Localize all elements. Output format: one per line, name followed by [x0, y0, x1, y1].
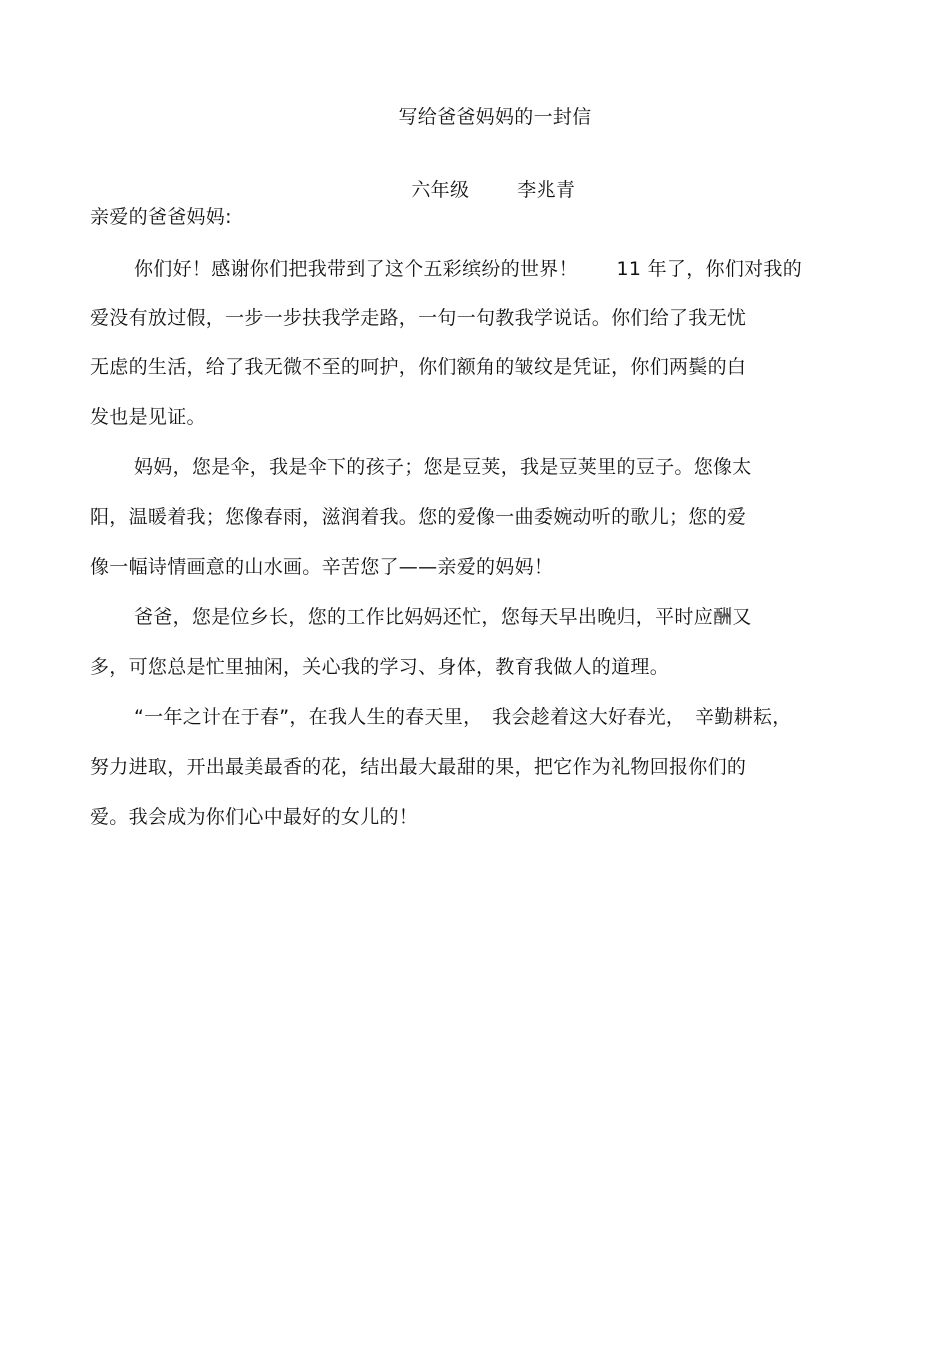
body-line: 努力进取，开出最美最香的花，结出最大最甜的果，把它作为礼物回报你们的 — [90, 756, 747, 778]
body-line: “一年之计在于春”，在我人生的春天里， 我会趁着这大好春光， 辛勤耕耘， — [134, 706, 792, 728]
body-line: 无虑的生活，给了我无微不至的呵护，你们额角的皱纹是凭证，你们两鬓的白 — [90, 356, 747, 378]
body-line: 你们好！感谢你们把我带到了这个五彩缤纷的世界！ 11 年了，你们对我的 — [134, 258, 803, 280]
letter-title: 写给爸爸妈妈的一封信 — [398, 106, 592, 128]
byline — [386, 154, 575, 226]
body-line: 发也是见证。 — [90, 406, 206, 428]
body-line: 多，可您总是忙里抽闲，关心我的学习、身体，教育我做人的道理。 — [90, 656, 670, 678]
body-line: 妈妈，您是伞，我是伞下的孩子；您是豆荚，我是豆荚里的豆子。您像太 — [134, 456, 752, 478]
grade-label: 六年级 — [411, 179, 470, 201]
greeting: 亲爱的爸爸妈妈: — [90, 206, 232, 228]
body-line: 像一幅诗情画意的山水画。辛苦您了——亲爱的妈妈！ — [90, 556, 554, 578]
body-line: 爱没有放过假，一步一步扶我学走路，一句一句教我学说话。你们给了我无忧 — [90, 307, 747, 329]
body-line: 阳，温暖着我；您像春雨，滋润着我。您的爱像一曲委婉动听的歌儿；您的爱 — [90, 506, 747, 528]
body-line: 爸爸，您是位乡长，您的工作比妈妈还忙，您每天早出晚归，平时应酬又 — [134, 606, 752, 628]
author-name: 李兆青 — [517, 179, 576, 201]
body-line: 爱。我会成为你们心中最好的女儿的！ — [90, 806, 419, 828]
